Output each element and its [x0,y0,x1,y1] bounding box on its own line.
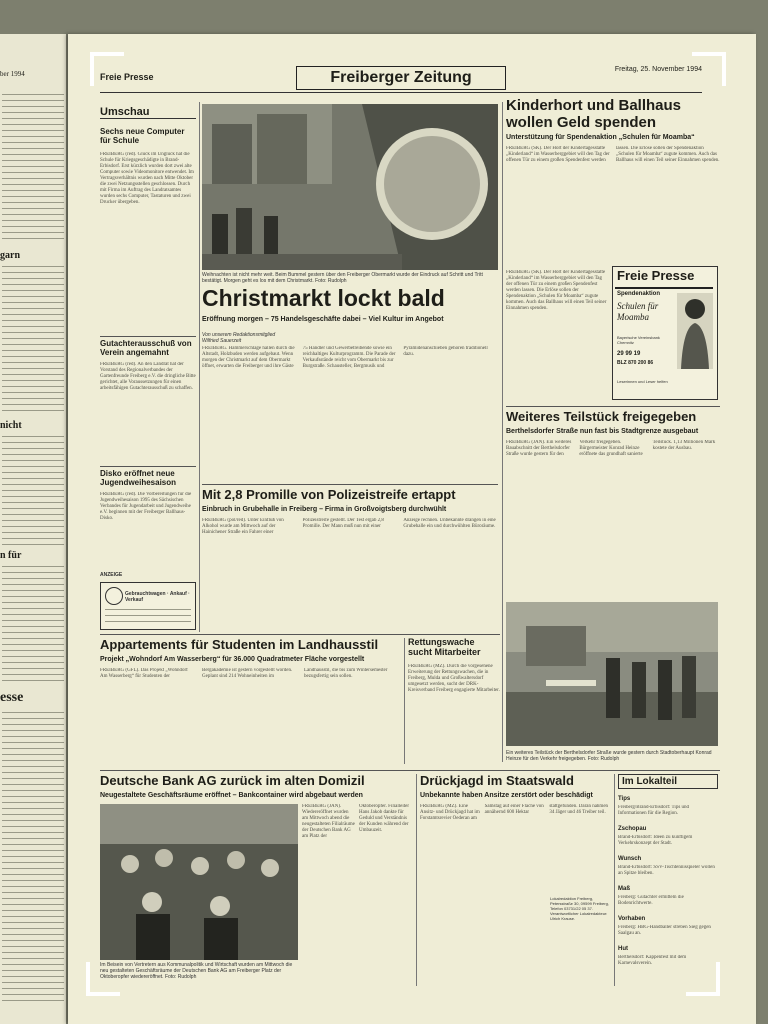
drueckjagd-headline: Drückjagd im Staatswald [420,773,574,788]
drueckjagd-text: FREIBERG (MZ). Eine Ansitz- und Drückjagd hat im Forstamtsrevier Oederan am Samstag auf einer Fläche von annähernd 600 Hektar stattgefunden. Daran nahmen 34 Jäger und 46 Treiber teil. [420,804,609,821]
umschau-story3-headline: Disko eröffnet neue Jugendweihesaison [100,469,177,487]
child-portrait-image [677,293,713,369]
left-page-heading-3: n für [0,550,22,561]
appartements-headline: Appartements für Studenten im Landhausstil [100,637,379,652]
appartements-text: FREIBERG (GFL). Das Projekt „Wohndorf Am Wasserberg“ für Studenten der Bergakademie ist gestern vorgestellt worden. Geplant sind 214 Wohneinheiten im Landhausstil, die bis zum Wintersemester bezugsfertig sein sollen. [100,668,388,679]
teilstueck-photo-caption: Ein weiteres Teilstück der Berthelsdorfer Straße wurde gestern durch Stadtoberhaupt Konrad Heinze für den Verkehr freigegeben. Foto: Rudolph [506,750,712,762]
deutsche-bank-text: FREIBERG (JAN). Wiedereröffnet wurden am Mittwoch abend die neugestalteten Filialräume der Deutschen Bank AG am Platz der Oktoberopfer. Filialleiter Hans Jakob dankte für Geduld und Verständnis der Kunden während der Umbauzeit. [302,804,409,839]
left-page-heading-2: nicht [0,420,22,431]
lokalteil-item-text: Freiberg/Brand-Erbisdorf: Tips und Informationen für die Region. [618,805,690,816]
drueckjagd-subhead: Unbekannte haben Ansitze zerstört oder beschädigt [420,792,593,799]
lokalteil-item-text: Brand-Erbisdorf: SSV-Tischtennisspieler wollen an Spitze bleiben. [618,865,715,876]
lokalteil-item-label: Zschopau [618,826,647,832]
spendenaktion-label: Spendenaktion [617,291,661,297]
spendenaktion-blz: BLZ 870 200 86 [617,360,654,366]
divider [100,634,500,635]
divider [100,466,196,467]
left-page-heading-4: esse [0,690,24,705]
left-page-text-block [2,436,64,546]
teilstueck-subhead: Berthelsdorfer Straße nun fast bis Stadtgrenze ausgebaut [506,428,699,435]
umschau-story1-text: FREIBERG (red). Glück im Unglück hat die Schule für Kriegsgeschädigte in Brand-Erbisdorf. Erst kürzlich wurden dort zwei alte Computer sowie Videomonitore entwendet. Im Vertragsverhältnis wurden nach Mitte Oktober die zwei Netzungsstellen geschlossen. Durch mit Firma im Auftrag des Landratsamtes wurden sechs Computer, Tastaturen und zwei Drucker übergeben. [100,152,194,205]
section-im-lokalteil: Im Lokalteil [618,774,718,789]
previous-page-edge [0,34,66,1024]
kinderhort-text: FREIBERG (SK). Der Hort der Kindertagesstätte „Kinderland“ im Wasserberggebiet will den Tag der offenen Tür zu einem großen Spendenfest werden lassen. Die Erlöse sollen der Spendenaktion „Schulen für Moamba“ zugute kommen. Auch das Ballhaus will einen Teil seiner Einnahmen spenden. [506,146,720,163]
umschau-story2-text: FREIBERG (red). An den Landrat hat der Vorstand des Regionalverbandes der Gartenfreunde Freiberg e.V. die dringliche Bitte gerichtet, alle Voraussetzungen für einen arbeitsfähigen Gutachterausschuß zu schaffen. [100,362,196,391]
lokalteil-item-label: Wunsch [618,856,642,862]
kinderhort-subhead: Unterstützung für Spendenaktion „Schulen für Moamba“ [506,134,695,141]
promille-headline: Mit 2,8 Promille von Polizeistreife ertappt [202,487,456,502]
teilstueck-photo-scene [506,602,718,746]
umschau-story2-headline: Gutachterausschuß von Verein angemahnt [100,339,192,357]
umschau-story3-text: FREIBERG (red). Die Vorbereitungen für die Jugendweihesaison 1995 des Sächsischen Verbandes für Jugendarbeit und Jugendweihe e.V. beginnen mit der Freiberger Ballhaus-Disko. [100,492,192,521]
anzeige-label: ANZEIGE [100,572,123,578]
deutsche-bank-headline: Deutsche Bank AG zurück im alten Domizil [100,773,365,788]
umschau-story1-headline: Sechs neue Computer für Schule [100,127,185,145]
left-page-text-block [2,266,64,416]
christmarkt-photo-scene [202,104,498,270]
divider [100,336,196,337]
teilstueck-headline: Weiteres Teilstück freigegeben [506,409,697,424]
spendenaktion-title: Schulen für Moamba [617,301,659,322]
appartements-subhead: Projekt „Wohndorf Am Wasserberg“ für 36.000 Quadratmeter Fläche vorgestellt [100,656,365,663]
deutsche-bank-subhead: Neugestaltete Geschäftsräume eröffnet – Bankcontainer wird abgebaut werden [100,792,363,799]
column-rule [199,102,200,632]
rettungswache-text: FREIBERG (MZ). Durch die vorgesehene Erweiterung der Rettungswachen, die in Freiberg, Mulda und Großwaltersdorf umgesetzt werden, sucht der DRK-Kreisverband Freiberg engagierte Mitarbeiter. [408,664,500,693]
teilstueck-text: FREIBERG (JAN). Ein weiteres Bauabschnitt der Berthelsdorfer Straße wurde gestern für den Verkehr freigegeben. Bürgermeister Konrad Heinze eröffnete das grundhaft sanierte Teilstück. 1,13 Millionen Mark kostete der Ausbau. [506,440,716,457]
column-rule [404,638,405,764]
christmarkt-headline: Christmarkt lockt bald [202,285,445,311]
classified-ad [100,582,196,630]
teilstueck-photo [506,602,718,746]
christmarkt-subhead: Eröffnung morgen – 75 Handelsgeschäfte dabei – Viel Kultur im Angebot [202,316,444,323]
christmarkt-text: FREIBERG. Hammerschläge hallen durch die Altstadt, Holzbuden werden aufgebaut. Wenn morgen der Christmarkt auf dem Obermarkt öffnet, erwarten die Freiberger und ihre Gäste 75 Händler und Gewerbetreibende sowie ein reichhaltiges Kulturprogramm. Die Parade der Verkaufsstände reicht vom Obermarkt bis zur Burgstraße. Schausteller, Bergmusik und Pyramidenanschieben gehören traditionell dazu. [202,346,488,369]
spendenaktion-box [612,266,718,400]
christmarkt-photo-caption: Weihnachten ist nicht mehr weit. Beim Bummel gestern über den Freiberger Obermarkt wurde der Eindruck auf Schritt und Tritt bestätigt. Morgen geht es los mit dem Christmarkt. Foto: Rudolph [202,272,483,284]
spendenaktion-tagline: Leserinnen und Leser helfen [617,379,668,384]
promille-subhead: Einbruch in Grubehalle in Freiberg – Firma in Großvoigtsberg durchwühlt [202,506,447,513]
section-umschau: Umschau [100,106,196,119]
divider [615,287,713,289]
left-page-text-block [2,712,64,1002]
rettungswache-headline: Rettungswache sucht Mitarbeiter [408,637,481,657]
impressum: Lokalredaktion Freiberg, Petersstraße 30, 09599 Freiberg, Telefon 03731/22 05 37. Verantwortlicher Lokalredakteur: Ulrich Krause. [550,896,609,921]
lokalteil-item-label: Tips [618,796,631,802]
kinderhort-headline: Kinderhort und Ballhaus wollen Geld spenden [506,97,682,131]
lokalteil-item-text: Brand-Erbisdorf: Ideen zu künftigem Verkehrskonzept der Stadt. [618,835,693,846]
masthead-rule [100,92,702,93]
masthead-date: Freitag, 25. November 1994 [614,66,702,73]
deutsche-bank-photo-scene [100,804,298,960]
column-rule [502,102,503,762]
spendenaktion-konto: 29 99 19 [617,351,641,357]
left-page-text-block [2,566,64,686]
divider [100,770,720,771]
left-page-date: ber 1994 [0,70,25,78]
christmarkt-byline: Von unserem Redaktionsmitglied Wilfried Sauerzeit [202,332,276,344]
promille-text: FREIBERG (pol/red). Unter Einfluß von Alkohol wurde am Mittwoch auf der Hainichener Straße ein Fahrer einer Polizeistreife gestellt. Der Test ergab 2,8 Promille. Der Mann muß nun mit einer Anzeige rechnen. Unbekannte drangen in eine Grubehalle ein und durchwühlten Büroräume. [202,518,496,535]
newspaper-page [68,34,756,1024]
masthead-brand: Freie Presse [100,72,154,82]
left-page-text-block [2,94,64,244]
lokalteil-item-label: Maß [618,886,630,892]
christmarkt-photo [202,104,498,270]
lokalteil-item-text: Berthelsdorf: Kappenfest mit dem Karnevalsverein. [618,955,687,966]
spendenaktion-bank: Bayerische Vereinsbank Chemnitz [617,335,660,345]
lokalteil-item-label: Hut [618,946,628,952]
ad-text: Gebrauchtwagen · Ankauf · Verkauf [125,591,190,603]
spendenaktion-brand: Freie Presse [617,268,695,283]
lokalteil-item-label: Vorhaben [618,916,646,922]
ad-logo-icon [105,587,123,605]
deutsche-bank-photo-caption: Im Beisein von Vertretern aus Kommunalpolitik und Wirtschaft wurden am Mittwoch die neu gestalteten Geschäftsräume der Deutschen Bank AG am Freiberger Platz der Oktoberopfer wiedereröffnet. Foto: Rudolph [100,962,293,980]
deutsche-bank-photo [100,804,298,960]
left-page-heading-1: garn [0,250,20,261]
lokalteil-item-text: Freiberg: Gutachter ermitteln die Bodenrichtwerte. [618,895,684,906]
divider [202,484,498,485]
kinderhort-text-continued: FREIBERG (SK). Der Hort der Kindertagesstätte „Kinderland“ im Wasserberggebiet will den Tag der offenen Tür zu einem großen Spendenfest werden lassen. Die Erlöse sollen der Spendenaktion „Schulen für Moamba“ zugute kommen. Auch das Ballhaus will einen Teil seiner Einnahmen spenden. [506,270,607,311]
divider [506,406,720,407]
ad-fine-print [105,609,191,623]
masthead-title: Freiberger Zeitung [296,66,506,90]
column-rule [614,774,615,986]
lokalteil-item-text: Freiberg: HBG-Handballer streben Sieg gegen Saalgau an. [618,925,711,936]
column-rule [416,774,417,986]
